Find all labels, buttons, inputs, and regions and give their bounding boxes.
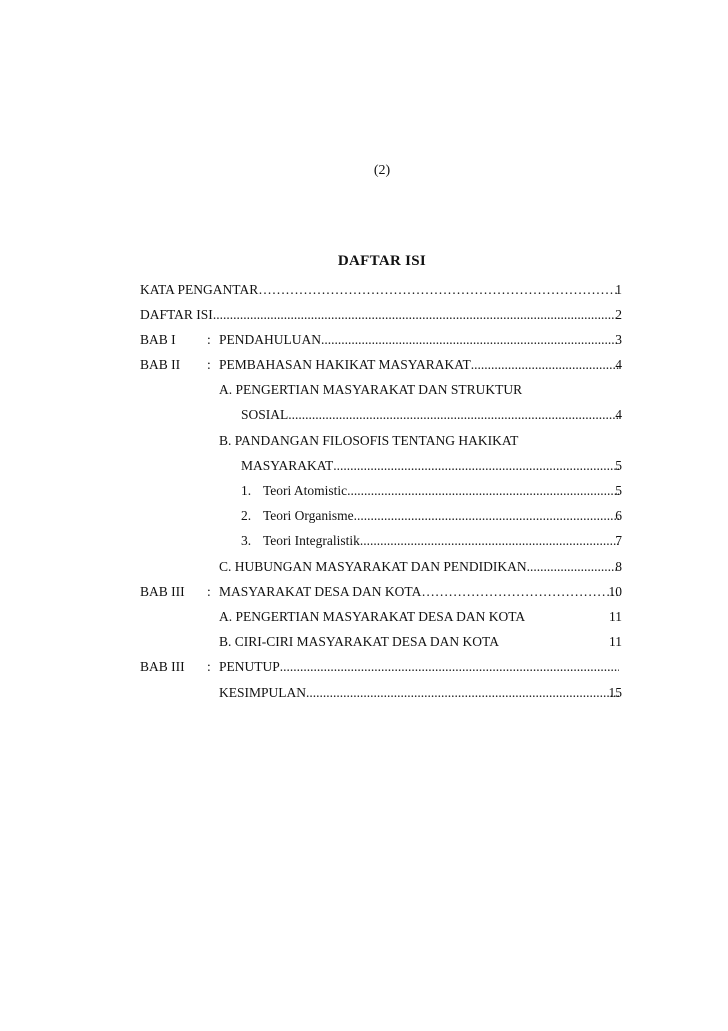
colon: :	[207, 584, 211, 599]
colon: :	[207, 332, 211, 347]
entry-text: KESIMPULAN .....	[219, 683, 619, 703]
page-number: 11	[609, 634, 622, 649]
page-number: 5	[615, 458, 622, 473]
page-number: 3	[615, 332, 622, 347]
toc-entry-bab-2-b-cont[interactable]	[0, 456, 728, 476]
page-number: 2	[615, 307, 622, 322]
page-number: 10	[608, 584, 622, 599]
toc-entry-bab-2-b[interactable]	[0, 431, 728, 451]
toc-title: DAFTAR ISI	[337, 253, 427, 269]
toc-entry-bab-2-a[interactable]	[0, 380, 728, 400]
entry-text: SOSIAL .....	[241, 405, 619, 425]
entry-text: 2. Teori Organisme .....	[241, 506, 619, 526]
entry-text: A. PENGERTIAN MASYARAKAT DAN STRUKTUR	[219, 382, 523, 397]
toc-entry-bab-3-b[interactable]	[0, 632, 728, 652]
toc-entry-teori-atomistic[interactable]	[0, 481, 728, 501]
page-number: 7	[615, 533, 622, 548]
page-number: 4	[615, 357, 622, 372]
toc-entry-kata-pengantar[interactable]	[0, 280, 728, 300]
toc-entry-teori-integralistik[interactable]	[0, 531, 728, 551]
entry-text: 3. Teori Integralistik .....	[241, 531, 619, 551]
toc-entry-bab-2[interactable]	[0, 355, 728, 375]
page-number: 8	[615, 559, 622, 574]
entry-text: B. CIRI-CIRI MASYARAKAT DESA DAN KOTA	[219, 634, 499, 649]
page-marker: (2)	[373, 163, 391, 178]
entry-text: B. PANDANGAN FILOSOFIS TENTANG HAKIKAT	[219, 433, 519, 448]
entry-text: MASYARAKAT .....	[241, 456, 619, 476]
toc-entry-bab-3[interactable]	[0, 582, 728, 602]
page-number: 5	[615, 483, 622, 498]
entry-text: PEMBAHASAN HAKIKAT MASYARAKAT .....	[219, 355, 619, 375]
entry-text: PENUTUP .....	[219, 657, 619, 677]
entry-text: KATA PENGANTAR ………………………………………………………………………………………………………………………………	[140, 280, 619, 300]
chapter-label: BAB III	[140, 584, 185, 599]
entry-text: DAFTAR ISI .....	[140, 305, 619, 325]
colon: :	[207, 659, 211, 674]
entry-text: 1. Teori Atomistic .....	[241, 481, 619, 501]
toc-entry-daftar-isi[interactable]	[0, 305, 728, 325]
page-number: 1	[615, 282, 622, 297]
page-number: 11	[609, 609, 622, 624]
toc-entry-bab-3-a[interactable]	[0, 607, 728, 627]
toc-entry-kesimpulan[interactable]	[0, 683, 728, 703]
chapter-label: BAB III	[140, 659, 185, 674]
page-number: 4	[615, 407, 622, 422]
toc-entry-teori-organisme[interactable]	[0, 506, 728, 526]
toc-entry-penutup[interactable]	[0, 657, 728, 677]
chapter-label: BAB II	[140, 357, 181, 372]
chapter-label: BAB I	[140, 332, 176, 347]
page-number: 6	[615, 508, 622, 523]
toc-entry-bab-1[interactable]	[0, 330, 728, 350]
entry-text: A. PENGERTIAN MASYARAKAT DESA DAN KOTA	[219, 609, 526, 624]
entry-text: PENDAHULUAN .....	[219, 330, 619, 350]
entry-text: C. HUBUNGAN MASYARAKAT DAN PENDIDIKAN .....	[219, 557, 619, 577]
page-number: 15	[608, 685, 622, 700]
toc-entry-bab-2-c[interactable]	[0, 557, 728, 577]
entry-text: MASYARAKAT DESA DAN KOTA ………………………………………………………………………………………………………………………………	[219, 582, 619, 602]
colon: :	[207, 357, 211, 372]
toc-entry-bab-2-a-cont[interactable]	[0, 405, 728, 425]
